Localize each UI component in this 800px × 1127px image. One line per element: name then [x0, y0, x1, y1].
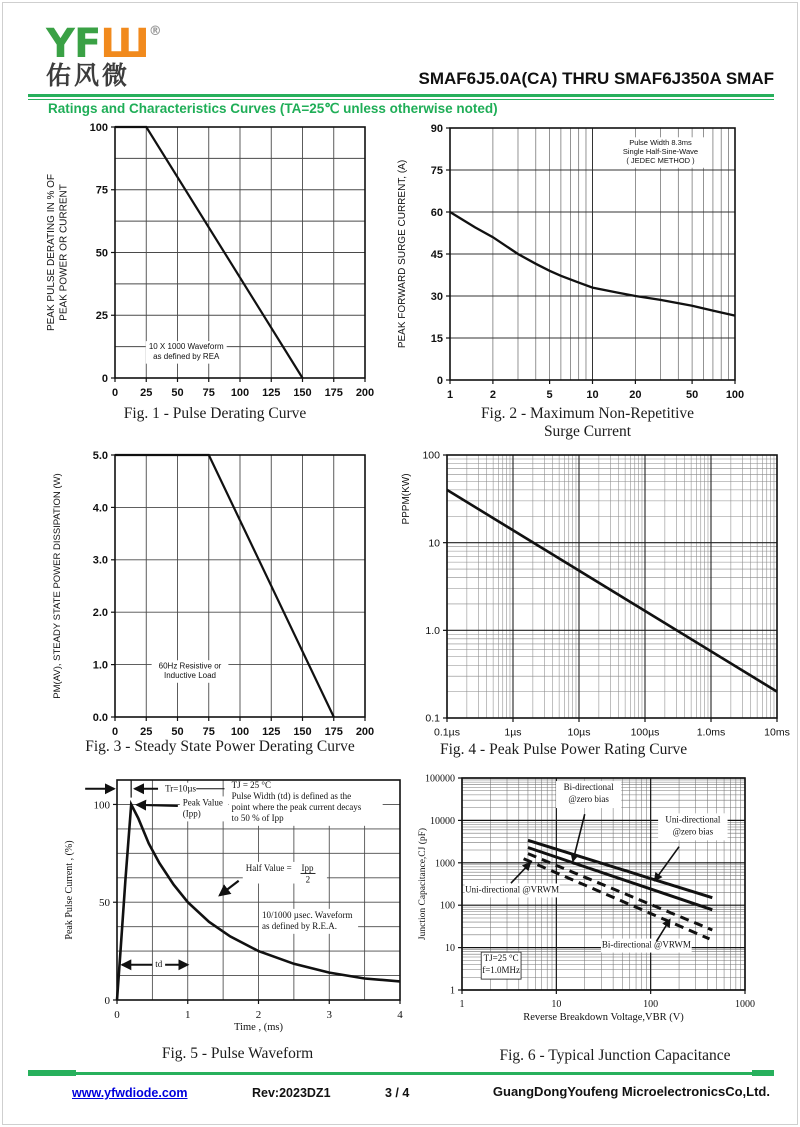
svg-text:TJ=25 °C: TJ=25 °C	[483, 953, 519, 964]
svg-text:75: 75	[430, 164, 443, 177]
svg-text:0: 0	[111, 387, 119, 399]
svg-text:Uni-directional: Uni-directional	[665, 814, 721, 825]
fig5-pulse-waveform-chart	[40, 768, 430, 1036]
svg-text:Tr=10µs: Tr=10µs	[165, 783, 197, 794]
svg-text:50: 50	[171, 726, 184, 738]
svg-text:50: 50	[99, 897, 110, 910]
footer-divider-left-cap	[28, 1070, 76, 1076]
svg-text:0.1µs: 0.1µs	[434, 726, 460, 739]
svg-text:Half Value =: Half Value =	[245, 862, 292, 873]
svg-text:3: 3	[326, 1009, 332, 1021]
svg-text:as defined by REA: as defined by REA	[153, 351, 220, 361]
svg-text:5.0: 5.0	[92, 449, 108, 462]
footer-company: GuangDongYoufeng MicroelectronicsCo,Ltd.	[492, 1084, 770, 1099]
svg-text:125: 125	[262, 387, 281, 399]
svg-text:4: 4	[397, 1009, 403, 1021]
svg-text:100000: 100000	[425, 773, 455, 785]
svg-text:1µs: 1µs	[504, 726, 522, 739]
svg-text:15: 15	[430, 332, 443, 345]
svg-text:@zero bias: @zero bias	[672, 826, 714, 837]
website-link[interactable]: www.yfwdiode.com	[72, 1086, 188, 1100]
svg-text:0.1: 0.1	[425, 712, 440, 725]
svg-text:175: 175	[324, 387, 343, 399]
svg-text:1.0: 1.0	[92, 659, 108, 672]
svg-text:0: 0	[436, 374, 443, 387]
svg-text:100: 100	[440, 900, 455, 912]
fig3-power-derating-chart	[40, 447, 380, 739]
svg-text:10ms: 10ms	[764, 726, 790, 739]
svg-text:PEAK FORWARD SURGE CURRENT, (A: PEAK FORWARD SURGE CURRENT, (A)	[397, 159, 408, 349]
fig2-caption-line1: Fig. 2 - Maximum Non-Repetitive	[480, 405, 695, 422]
svg-text:60: 60	[430, 206, 443, 219]
svg-text:10000: 10000	[430, 815, 455, 827]
svg-text:Pulse Width (td) is defined as: Pulse Width (td) is defined as the	[231, 790, 352, 801]
svg-text:4.0: 4.0	[92, 502, 108, 515]
svg-text:200: 200	[355, 726, 375, 738]
footer-page-number: 3 / 4	[385, 1086, 410, 1100]
svg-text:PEAK POWER OR CURRENT: PEAK POWER OR CURRENT	[58, 184, 70, 321]
svg-text:0: 0	[111, 726, 119, 738]
svg-text:1.0: 1.0	[425, 625, 440, 638]
svg-text:100: 100	[643, 999, 659, 1010]
svg-text:25: 25	[140, 387, 153, 399]
svg-text:10µs: 10µs	[567, 726, 591, 739]
svg-text:TJ = 25 °C: TJ = 25 °C	[231, 779, 272, 790]
svg-text:200: 200	[355, 387, 375, 399]
svg-text:1: 1	[185, 1009, 191, 1021]
svg-text:PPPM(KW): PPPM(KW)	[401, 473, 412, 525]
svg-text:td: td	[155, 958, 163, 969]
svg-text:1000: 1000	[735, 999, 755, 1010]
svg-text:1000: 1000	[435, 858, 455, 870]
svg-text:100: 100	[230, 726, 250, 738]
svg-text:as defined by R.E.A.: as defined by R.E.A.	[262, 920, 338, 931]
fig6-junction-capacitance-chart	[415, 768, 795, 1040]
registered-trademark-icon: ®	[148, 24, 162, 39]
fig1-pulse-derating-chart	[40, 118, 380, 403]
svg-text:20: 20	[629, 389, 642, 401]
footer-divider-right-cap	[752, 1070, 774, 1076]
svg-text:1: 1	[459, 999, 465, 1010]
brand-chinese-name: 佑风微	[46, 61, 131, 90]
svg-text:0: 0	[104, 994, 110, 1007]
svg-text:Bi-directional @VRWM: Bi-directional @VRWM	[601, 939, 691, 950]
svg-text:2: 2	[255, 1009, 262, 1021]
fig2-caption-line2: Surge Current	[543, 423, 632, 440]
svg-text:1: 1	[446, 389, 454, 401]
svg-text:10: 10	[445, 943, 455, 955]
svg-text:10/1000 µsec. Waveform: 10/1000 µsec. Waveform	[262, 909, 353, 920]
svg-text:( JEDEC METHOD ): ( JEDEC METHOD )	[626, 156, 695, 166]
svg-text:point where the peak current d: point where the peak current decays	[231, 801, 362, 812]
svg-text:10 X 1000 Waveform: 10 X 1000 Waveform	[148, 342, 224, 352]
svg-text:60Hz Resistive or: 60Hz Resistive or	[158, 661, 222, 671]
svg-text:10: 10	[586, 389, 599, 401]
fig5-caption: Fig. 5 - Pulse Waveform	[161, 1045, 314, 1062]
svg-text:0: 0	[114, 1009, 120, 1021]
svg-text:50: 50	[171, 387, 184, 399]
svg-text:2.0: 2.0	[92, 607, 108, 620]
fig6-caption: Fig. 6 - Typical Junction Capacitance	[499, 1047, 731, 1064]
svg-text:30: 30	[430, 290, 443, 303]
svg-text:75: 75	[202, 387, 215, 399]
svg-text:150: 150	[293, 387, 312, 399]
svg-text:Peak Pulse Current , (%): Peak Pulse Current , (%)	[64, 840, 75, 940]
footer-revision: Rev:2023DZ1	[252, 1086, 331, 1100]
svg-text:0.0: 0.0	[92, 711, 108, 724]
svg-text:PM(AV), STEADY STATE POWER DIS: PM(AV), STEADY STATE POWER DISSIPATION (W)	[52, 473, 63, 699]
svg-text:Inductive Load: Inductive Load	[163, 671, 217, 681]
svg-text:25: 25	[95, 310, 108, 323]
section-subtitle: Ratings and Characteristics Curves (TA=25℃ unless otherwise noted)	[48, 101, 498, 116]
svg-text:Reverse Breakdown Voltage,VBR: Reverse Breakdown Voltage,VBR (V)	[523, 1012, 684, 1023]
svg-text:Peak Value: Peak Value	[182, 797, 223, 808]
svg-text:100: 100	[422, 449, 440, 462]
svg-text:@zero bias: @zero bias	[568, 794, 609, 805]
svg-text:90: 90	[430, 122, 443, 135]
svg-text:50: 50	[95, 247, 108, 260]
fig3-caption: Fig. 3 - Steady State Power Derating Curve	[85, 738, 355, 755]
svg-text:to 50 % of Ipp: to 50 % of Ipp	[231, 812, 284, 823]
fig4-caption: Fig. 4 - Peak Pulse Power Rating Curve	[440, 741, 688, 758]
svg-text:125: 125	[262, 726, 281, 738]
svg-text:75: 75	[202, 726, 215, 738]
page-title: SMAF6J5.0A(CA) THRU SMAF6J350A SMAF	[418, 69, 774, 88]
svg-text:5: 5	[546, 389, 553, 401]
logo-w-text: Ш	[100, 21, 149, 67]
svg-text:Single Half-Sine-Wave: Single Half-Sine-Wave	[622, 146, 699, 156]
svg-text:Pulse Width 8.3ms: Pulse Width 8.3ms	[629, 137, 692, 147]
svg-text:Junction Capacitance,CJ (pF): Junction Capacitance,CJ (pF)	[418, 827, 428, 941]
fig1-caption: Fig. 1 - Pulse Derating Curve	[123, 405, 307, 422]
fig4-peak-pulse-power-chart	[395, 447, 795, 742]
svg-text:0: 0	[101, 372, 108, 385]
svg-text:f=1.0MHz: f=1.0MHz	[482, 965, 521, 976]
header-divider-thin	[28, 99, 774, 100]
footer-divider	[28, 1072, 774, 1075]
svg-text:25: 25	[140, 726, 153, 738]
svg-text:10: 10	[428, 537, 440, 550]
svg-text:100: 100	[89, 121, 108, 134]
svg-text:(Ipp): (Ipp)	[182, 808, 201, 819]
svg-text:Uni-directional @VRWM: Uni-directional @VRWM	[465, 884, 560, 895]
svg-text:Time , (ms): Time , (ms)	[234, 1022, 283, 1033]
svg-text:75: 75	[95, 184, 108, 197]
fig2-surge-current-chart	[395, 118, 790, 403]
svg-text:PEAK PULSE DERATING IN % OF: PEAK PULSE DERATING IN % OF	[46, 173, 57, 332]
svg-text:100: 100	[725, 389, 745, 401]
svg-text:45: 45	[430, 248, 443, 261]
svg-text:50: 50	[685, 389, 699, 401]
header-divider	[28, 94, 774, 97]
svg-text:2: 2	[489, 389, 496, 401]
logo-yf-text: YF	[46, 21, 101, 67]
fig2-caption	[430, 405, 745, 441]
svg-text:100: 100	[230, 387, 250, 399]
svg-text:1.0ms: 1.0ms	[696, 726, 726, 739]
svg-text:100µs: 100µs	[630, 726, 660, 739]
svg-text:Bi-directional: Bi-directional	[563, 782, 614, 793]
svg-text:2: 2	[305, 874, 311, 885]
svg-text:3.0: 3.0	[92, 554, 108, 567]
svg-text:Ipp: Ipp	[301, 862, 314, 873]
svg-text:175: 175	[324, 726, 343, 738]
svg-text:1: 1	[450, 985, 455, 997]
svg-text:100: 100	[93, 799, 110, 812]
svg-text:150: 150	[293, 726, 312, 738]
svg-text:10: 10	[551, 999, 562, 1010]
